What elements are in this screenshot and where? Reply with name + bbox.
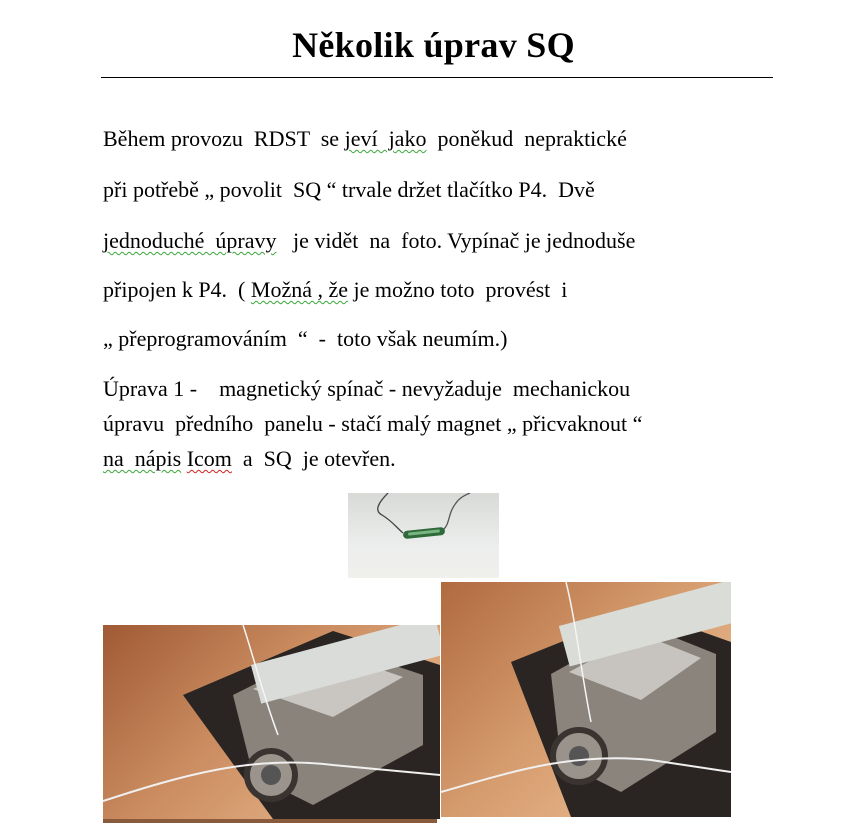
reed-switch-photo xyxy=(348,493,499,578)
text-line xyxy=(103,446,396,472)
text-segment: při potřebě „ povolit SQ “ trvale držet tlačítko P4. Dvě xyxy=(103,177,595,202)
text-segment: připojen k P4. ( xyxy=(103,277,251,302)
title-underline xyxy=(101,77,773,78)
radio-panel-photo-left xyxy=(103,625,440,819)
text-segment: Úprava 1 - magnetický spínač - nevyžaduje mechanickou xyxy=(103,376,631,401)
text-segment: úpravu předního panelu - stačí malý magnet „ přicvaknout “ xyxy=(103,411,643,436)
text-line xyxy=(103,177,595,203)
text-line xyxy=(103,326,507,352)
spellcheck-word: Možná , že xyxy=(250,277,349,302)
text-segment: Během provozu RDST se xyxy=(103,126,345,151)
text-segment: je vidět na foto. Vypínač je jednoduše xyxy=(276,228,636,253)
text-segment: „ přeprogramováním “ - toto však neumím.) xyxy=(103,326,508,351)
text-line xyxy=(103,277,567,303)
photo-bottom-edge xyxy=(103,819,437,823)
text-segment: je možno toto provést i xyxy=(348,277,568,302)
text-segment: poněkud nepraktické xyxy=(426,126,627,151)
text-line xyxy=(103,228,635,254)
radio-panel-photo-icon xyxy=(441,582,731,817)
spellcheck-word: na nápis xyxy=(103,446,182,471)
text-line xyxy=(103,411,642,437)
text-line xyxy=(103,376,630,402)
text-segment: a SQ je otevřen. xyxy=(231,446,396,471)
spellcheck-word: Icom xyxy=(186,446,232,471)
page-title: Několik úprav SQ xyxy=(292,25,575,65)
reed-switch-icon xyxy=(348,493,499,578)
spellcheck-word: jednoduché úpravy xyxy=(103,228,277,253)
radio-panel-photo-right xyxy=(441,582,731,817)
radio-panel-photo-icon xyxy=(103,625,440,819)
text-line xyxy=(103,126,627,152)
spellcheck-word: jeví jako xyxy=(344,126,427,151)
